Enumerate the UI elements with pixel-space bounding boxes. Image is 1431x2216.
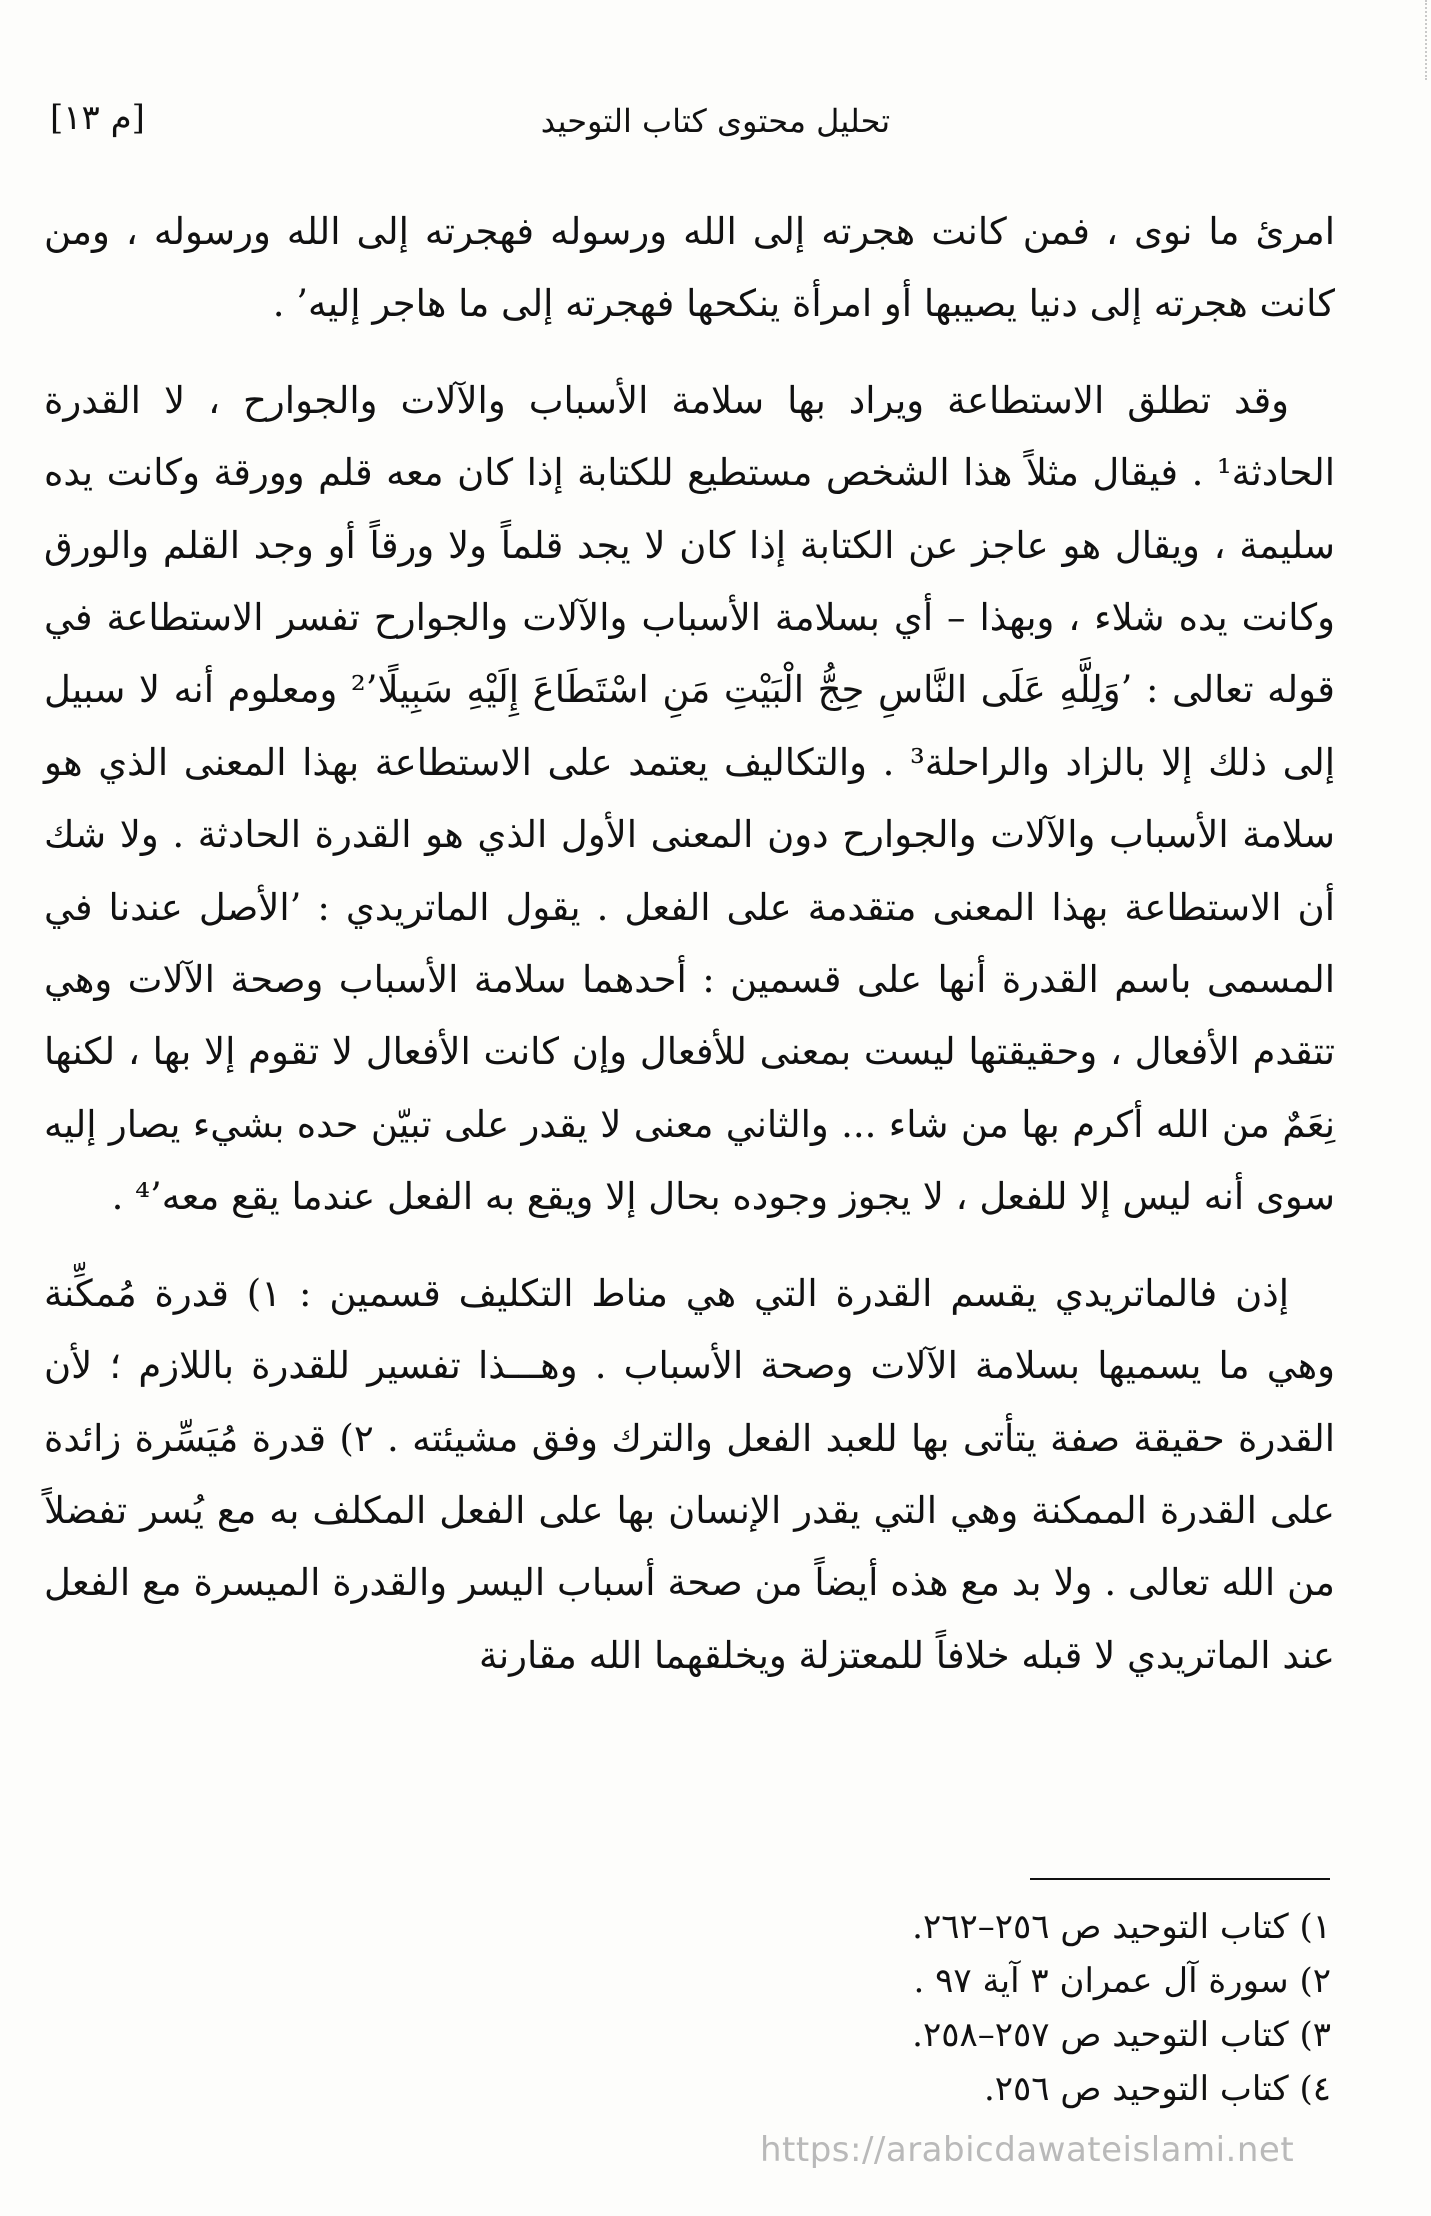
paragraph: إذن فالماتريدي يقسم القدرة التي هي مناط التكليف قسمين : ١) قدرة مُمكِّنة وهي ما يسميها بسلامة الآلات وصحة الأسباب . وهـــذا تفسير للقدرة باللازم ؛ لأن القدرة حقيقة صفة يتأتى بها للعبد الفعل والترك وفق مشيئته . ٢) قدرة مُيَسِّرة زائدة على القدرة الممكنة وهي التي يقدر الإنسان بها على الفعل المكلف به مع يُسر تفضلاً من الله تعالى . ولا بد مع هذه أيضاً من صحة أسباب اليسر والقدرة الميسرة مع الفعل عند الماتريدي لا قبله خلافاً للمعتزلة ويخلقهما الله مقارنة (44, 1271, 1336, 1677)
page-number: [م ١٣] (50, 98, 145, 138)
body-text (44, 196, 1335, 1692)
footnote: ٤) كتاب التوحيد ص ٢٥٦. (983, 2069, 1331, 2109)
page-header (40, 92, 1391, 162)
footnote: ٣) كتاب التوحيد ص ٢٥٧–٢٥٨. (912, 2015, 1331, 2055)
scan-edge-mark (1401, 0, 1427, 80)
footnote: ١) كتاب التوحيد ص ٢٥٦–٢٦٢. (912, 1907, 1331, 1947)
running-title: تحليل محتوى كتاب التوحيد (540, 102, 891, 140)
watermark-url: https://arabicdawateislami.net (760, 2130, 1295, 2170)
footnote-separator (1030, 1878, 1330, 1880)
footnote: ٢) سورة آل عمران ٣ آية ٩٧ . (913, 1961, 1331, 2001)
paragraph: امرئ ما نوى ، فمن كانت هجرته إلى الله ورسوله فهجرته إلى الله ورسوله ، ومن كانت هجرته إلى دنيا يصيبها أو امرأة ينكحها فهجرته إلى ما هاجر إليه’ . (44, 210, 1335, 326)
paragraph: وقد تطلق الاستطاعة ويراد بها سلامة الأسباب والآلات والجوارح ، لا القدرة الحادثة¹ . فيقال مثلاً هذا الشخص مستطيع للكتابة إذا كان معه قلم وورقة وكانت يده سليمة ، ويقال هو عاجز عن الكتابة إذا كان لا يجد قلماً ولا ورقاً أو وجد القلم والورق وكانت يده شلاء ، وبهذا – أي بسلامة الأسباب والآلات والجوارح تفسر الاستطاعة في قوله تعالى : ’وَلِلَّهِ عَلَى النَّاسِ حِجُّ الْبَيْتِ مَنِ اسْتَطَاعَ إِلَيْهِ سَبِيلًا’² ومعلوم أنه لا سبيل إلى ذلك إلا بالزاد والراحلة³ . والتكاليف يعتمد على الاستطاعة بهذا المعنى الذي هو سلامة الأسباب والآلات والجوارح دون المعنى الأول الذي هو القدرة الحادثة . ولا شك أن الاستطاعة بهذا المعنى متقدمة على الفعل . يقول الماتريدي : ’الأصل عندنا في المسمى باسم القدرة أنها على قسمين : أحدهما سلامة الأسباب وصحة الآلات وهي تتقدم الأفعال ، وحقيقتها ليست بمعنى للأفعال وإن كانت الأفعال لا تقوم إلا بها ، لكنها نِعَمٌ من الله أكرم بها من شاء ... والثاني معنى لا يقدر على تبيّن حده بشيء يصار إليه سوى أنه ليس إلا للفعل ، لا يجوز وجوده بحال إلا ويقع به الفعل عندما يقع معه’⁴ . (44, 378, 1335, 1219)
footnotes (300, 1900, 1331, 2116)
